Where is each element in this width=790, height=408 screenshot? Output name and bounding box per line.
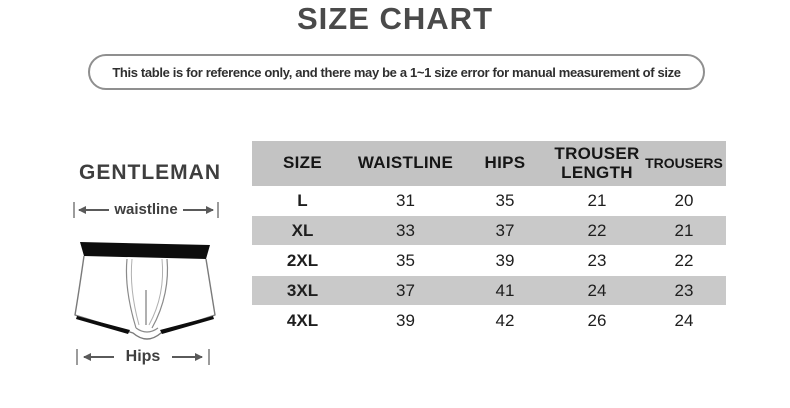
size-table [252,141,726,335]
trousers-cell: 20 [674,190,694,210]
waistline-cell: 35 [396,250,415,270]
arrow-right-icon [183,209,213,211]
trouser-length-cell: 21 [587,190,607,210]
trouser-length-cell: 24 [552,276,642,306]
measure-tick-left [73,202,75,218]
col-header-trouser-length: TROUSER LENGTH [552,141,642,186]
hips-measure [72,348,214,366]
size-cell: 3XL [252,276,353,306]
trouser-length-cell: 22 [552,216,642,246]
col-header-waistline: WAISTLINE [353,141,458,186]
waistline-cell: 37 [353,276,458,306]
table-row [252,276,726,306]
waistline-label: waistline [114,201,178,218]
col-header-size: SIZE [252,141,353,186]
hips-cell: 41 [458,276,552,306]
hips-cell: 42 [495,310,515,330]
disclaimer-pill [88,54,705,90]
size-table-header-row [252,141,726,186]
size-cell: L [297,190,308,210]
trousers-cell: 24 [674,310,694,330]
waistline-cell: 33 [353,216,458,246]
briefs-outline [75,256,215,339]
trousers-cell: 21 [642,216,726,246]
hips-label: Hips [125,348,161,365]
size-cell: XL [252,216,353,246]
gentleman-heading: GENTLEMAN [79,161,221,184]
right-seam-inner [149,259,163,325]
waistline-measure [69,201,223,218]
measure-tick-right [208,349,210,365]
hips-cell: 37 [458,216,552,246]
trousers-cell: 23 [642,276,726,306]
trouser-length-cell: 23 [587,250,607,270]
table-row [252,216,726,246]
arrow-left-icon [84,356,114,358]
boxer-briefs-diagram [72,235,218,347]
page-title: SIZE CHART [297,1,493,36]
measure-tick-right [217,202,219,218]
hips-cell: 39 [495,250,515,270]
measure-tick-left [76,349,78,365]
trousers-cell: 22 [674,250,694,270]
right-leg-trim [160,316,214,334]
waistline-cell: 31 [396,190,415,210]
table-row [252,306,726,336]
crotch-arc [136,328,158,332]
col-header-hips: HIPS [458,141,552,186]
left-leg-trim [76,316,130,334]
trouser-length-cell: 26 [587,310,607,330]
size-cell: 2XL [286,250,319,270]
table-row [252,246,726,276]
disclaimer-text: This table is for reference only, and there may be a 1~1 size error for manual measurement of size [112,64,681,80]
arrow-left-icon [79,209,109,211]
arrow-right-icon [172,356,202,358]
table-row [252,186,726,216]
hips-cell: 35 [495,190,515,210]
col-header-trousers: TROUSERS [642,141,726,186]
right-seam [152,259,167,328]
waistline-cell: 39 [396,310,415,330]
size-cell: 4XL [286,310,319,330]
waistband-shape [80,242,210,259]
